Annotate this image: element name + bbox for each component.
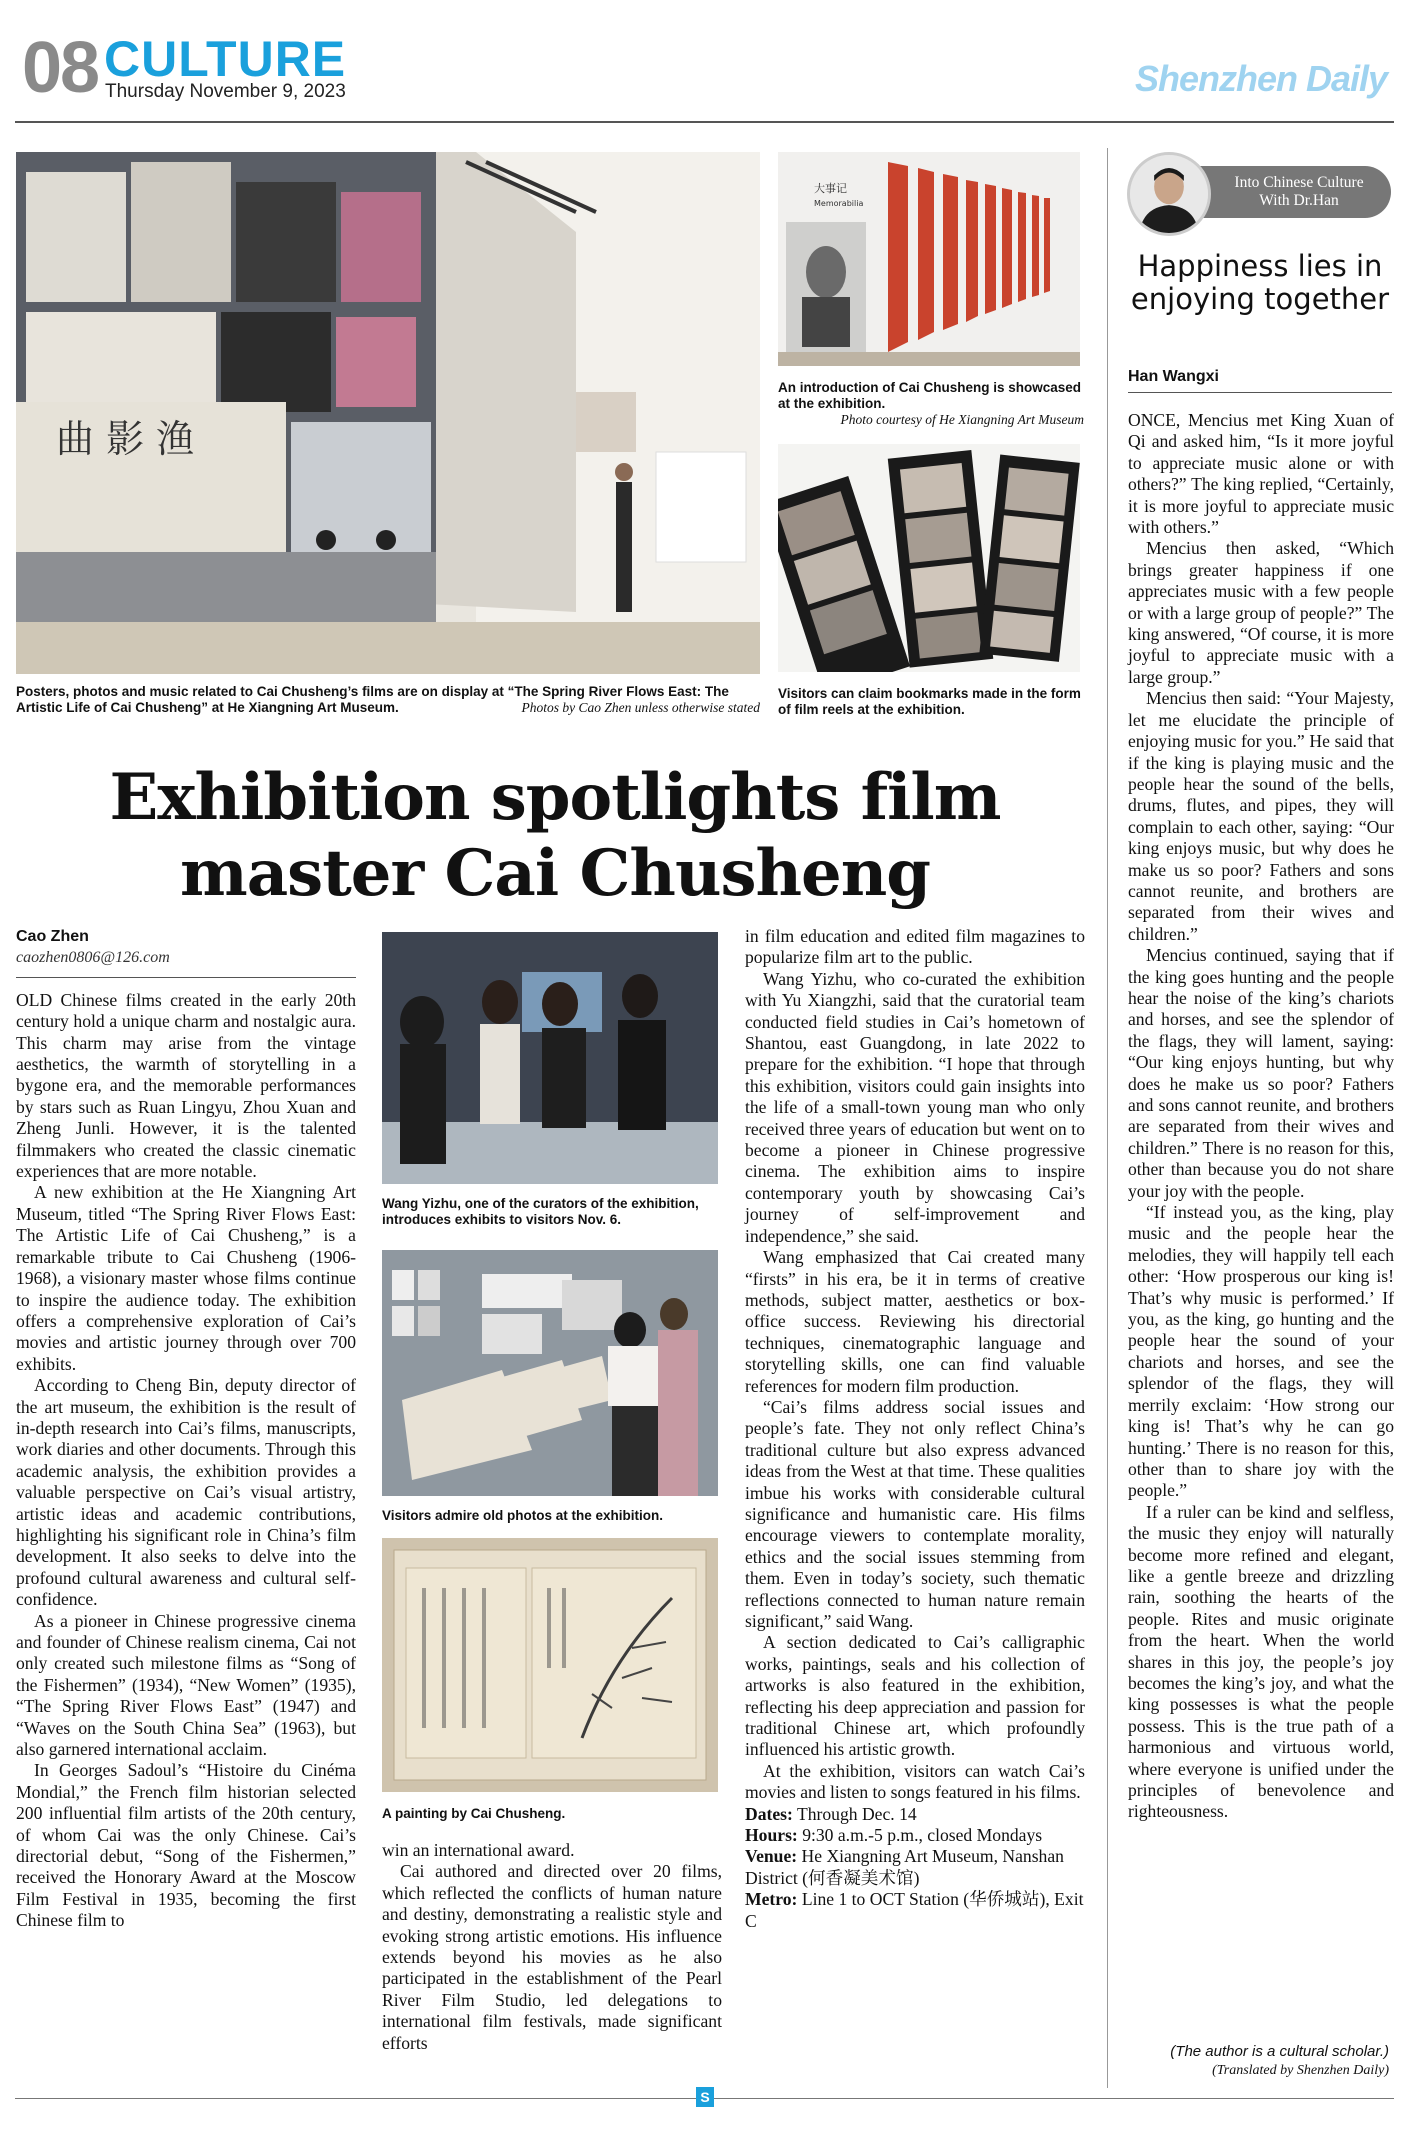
badge-line-1: Into Chinese Culture bbox=[1234, 174, 1364, 191]
info-dates: Through Dec. 14 bbox=[796, 1803, 917, 1824]
issue-date: Thursday November 9, 2023 bbox=[105, 81, 346, 102]
info-label: Venue: bbox=[745, 1846, 798, 1867]
author-note: (The author is a cultural scholar.) bbox=[1170, 2043, 1389, 2060]
author-email: caozhen0806@126.com bbox=[16, 949, 170, 967]
memorabilia-sign: 大事记 bbox=[814, 182, 847, 195]
info-label: Metro: bbox=[745, 1889, 798, 1910]
paragraph: ONCE, Mencius met King Xuan of Qi and asked him, “Is it more joyful to appreciate music alone or with others?” The king replied, “Certainly, it is more joyful to appreciate music with others.” bbox=[1128, 410, 1394, 538]
translation-note: (Translated by Shenzhen Daily) bbox=[1212, 2063, 1389, 2078]
sidebar-headline: Happiness lies in enjoying together bbox=[1130, 249, 1390, 316]
memorabilia-sign-en: Memorabilia bbox=[814, 199, 864, 208]
info-label: Dates: bbox=[745, 1803, 793, 1824]
info-metro: Line 1 to OCT Station (华侨城站), Exit C bbox=[745, 1889, 1084, 1931]
article-byline: Cao Zhen bbox=[16, 928, 89, 945]
photo-credit: Photos by Cao Zhen unless otherwise stated bbox=[521, 700, 760, 715]
intro-credit: Photo courtesy of He Xiangning Art Museum bbox=[840, 412, 1084, 427]
badge-line-2: With Dr.Han bbox=[1259, 192, 1339, 209]
author-avatar bbox=[1127, 152, 1211, 236]
paragraph: “Cai’s films address social issues and people’s fate. They not only reflect China’s traditional culture but also express advanced ideas from the West at that time. These qualities imbue his works with considerable cultural significance and humanistic care. His films encourage viewers to contemplate morality, ethics and the social issues stemming from them. Even in today’s society, such thematic reflections connected to human nature remain significant,” said Wang. bbox=[745, 1396, 1085, 1631]
info-hours: 9:30 a.m.-5 p.m., closed Mondays bbox=[802, 1825, 1043, 1846]
paragraph: Wang emphasized that Cai created many “firsts” in his era, be it in terms of creative methods, subject matter, aesthetics or box-office success. Reviewing his directorial techniques, cinematographic language and storytelling skills, one can find valuable references for modern film production. bbox=[745, 1247, 1085, 1396]
paragraph: If a ruler can be kind and selfless, the music they enjoy will naturally become more refined and elegant, like a gentle breeze and drizzling rain, soothing the hearts of the people. Rites and music originate from the heart. When the world shares in this joy, the people’s joy becomes the king’s joy, and what the king possesses is what the people possess. This is the true path of a harmonious and virtuous world, where everyone is unified under the principles of benevolence and righteousness. bbox=[1128, 1501, 1394, 1822]
exhibition-info bbox=[745, 1804, 1085, 1932]
paragraph: At the exhibition, visitors can watch Cai’s movies and listen to songs featured in his films. bbox=[745, 1760, 1085, 1803]
article-column-2 bbox=[382, 1840, 722, 2054]
paragraph: in film education and edited film magazines to popularize film art to the public. bbox=[745, 926, 1085, 968]
paragraph: “If instead you, as the king, play music and the people hear the melodies, they will happily tell each other: ‘How prosperous our king is! That’s why music is performed.’ If you, as the king, go hunting and the people hear the sound of your chariots and horses, and see the splendor of the flags, they will merrily exclaim: ‘How strong our king is! That’s why he can go hunting.’ There is no reason for this, other than to share joy with the people.” bbox=[1128, 1202, 1394, 1501]
section-title: CULTURE bbox=[104, 31, 347, 87]
paragraph: As a pioneer in Chinese progressive cinema and founder of Chinese realism cinema, Cai not only created such milestone films as “Song of the Fishermen” (1934), “New Women” (1935), “The Spring River Flows East” (1947) and “Waves on the South China Sea” (1963), but also garnered international acclaim. bbox=[16, 1610, 356, 1760]
svg-text:曲 影 渔: 曲 影 渔 bbox=[56, 417, 195, 461]
paragraph: Cai authored and directed over 20 films, which reflected the conflicts of human nature and destiny, demonstrating a realistic style and evoking strong artistic emotions. His influence extends beyond his movies as he also participated in the establishment of the Pearl River Film Studio, led delegations to international film festivals, made significant efforts bbox=[382, 1861, 722, 2053]
intro-caption-text: An introduction of Cai Chusheng is showcased at the exhibition. bbox=[778, 380, 1082, 411]
paragraph: Mencius then said: “Your Majesty, let me elucidate the principle of enjoying music for you.” He said that if the king is playing music and the people hear the sound of the bells, drums, flutes, and pipes, they will complain to each other, saying: “Our king enjoys music, but why does he make us so poor? Fathers and sons cannot reunite, and brothers are separated from their wives and children.” bbox=[1128, 688, 1394, 944]
headline-line-2: master Cai Chusheng bbox=[179, 836, 931, 911]
main-photo-caption bbox=[16, 684, 760, 716]
article-column-3 bbox=[745, 926, 1085, 1932]
curator-photo-caption: Wang Yizhu, one of the curators of the exhibition, introduces exhibits to visitors Nov. 6. bbox=[382, 1196, 699, 1227]
sidebar-column bbox=[1128, 410, 1394, 1823]
main-caption-text: Posters, photos and music related to Cai Chusheng’s films are on display at “The Spring River Flows East: The Artistic Life of Cai Chusheng” at He Xiangning Art Museum. bbox=[16, 684, 729, 715]
info-venue: He Xiangning Art Museum, Nanshan District (何香凝美术馆) bbox=[745, 1846, 1064, 1888]
paragraph: OLD Chinese films created in the early 20th century hold a unique charm and nostalgic aura. This charm may arise from the vintage aesthetics, the warmth of storytelling in a bygone era, and the memorable performances by stars such as Ruan Lingyu, Zhou Xuan and Zheng Junli. However, it is the talented filmmakers who created the classic cinematic experiences that are more notable. bbox=[16, 989, 356, 1182]
paragraph: Mencius continued, saying that if the king goes hunting and the people hear the noise of the king’s chariots and horses, and see the splendor of the flags, they will lament, saying: “Our king enjoys hunting, but why does he make us so poor? Fathers and sons cannot reunite, and brothers are separated from their wives and children.” There is no reason for this, other than because you do not share your joy with the people. bbox=[1128, 945, 1394, 1201]
paragraph: Wang Yizhu, who co-curated the exhibition with Yu Xiangzhi, said that the curatorial team conducted field studies in Cai’s hometown of Shantou, east Guangdong, in late 2022 to prepare for the exhibition. “I hope that through this exhibition, visitors could gain insights into the life of a small-town young man who only received three years of education but went on to become a pioneer in Chinese progressive cinema. The exhibition aims to inspire contemporary youth by showcasing Cai’s journey of self-improvement and independence,” she said. bbox=[745, 968, 1085, 1246]
exhibition-hall-photo bbox=[16, 152, 760, 674]
paragraph: A section dedicated to Cai’s calligraphic works, paintings, seals and his collection of artworks is also featured in the exhibition, reflecting his deep appreciation and passion for traditional Chinese art, which profoundly influenced his artistic growth. bbox=[745, 1632, 1085, 1760]
sidebar-rule bbox=[1128, 392, 1392, 393]
paragraph: A new exhibition at the He Xiangning Art Museum, titled “The Spring River Flows East: The Artistic Life of Cai Chusheng,” is a remarkable tribute to Cai Chusheng (1906-1968), a visionary master whose films continue to inspire the audience today. The exhibition offers a comprehensive exploration of Cai’s movies and artistic journey through over 700 exhibits. bbox=[16, 1182, 356, 1374]
badge-text bbox=[1215, 174, 1383, 210]
visitors-old-photos-photo bbox=[382, 1250, 718, 1496]
film-reel-bookmarks-photo bbox=[778, 444, 1080, 672]
column-divider bbox=[1107, 148, 1108, 2088]
page-number: 08 bbox=[22, 28, 99, 108]
reels-photo-caption: Visitors can claim bookmarks made in the form of film reels at the exhibition. bbox=[778, 686, 1081, 717]
sidebar-author: Han Wangxi bbox=[1128, 368, 1219, 385]
old-photos-caption: Visitors admire old photos at the exhibition. bbox=[382, 1508, 664, 1523]
footer-logo-icon: S bbox=[696, 2087, 714, 2107]
column-badge bbox=[1127, 152, 1393, 236]
paragraph: win an international award. bbox=[382, 1840, 575, 1860]
article-headline bbox=[40, 760, 1070, 912]
paragraph: According to Cheng Bin, deputy director of the art museum, the exhibition is the result of in-depth research into Cai’s films, manuscripts, work diaries and other documents. Through this academic analysis, the exhibition provides a valuable perspective on Cai’s visual artistry, artistic ideas and academic contributions, highlighting his significant role in China’s film development. It also seeks to delve into the profound cultural awareness and cultural self-confidence. bbox=[16, 1375, 356, 1610]
info-label: Hours: bbox=[745, 1825, 798, 1846]
paragraph: Mencius then asked, “Which brings greater happiness if one appreciates music with a few people or with a large group of people?” The king answered, “Of course, it is more joyful to appreciate music with a large group.” bbox=[1128, 538, 1394, 687]
byline-rule bbox=[16, 977, 356, 978]
painting-caption: A painting by Cai Chusheng. bbox=[382, 1806, 566, 1821]
cai-painting-photo bbox=[382, 1538, 718, 1792]
intro-photo-caption bbox=[778, 380, 1084, 428]
paragraph: In Georges Sadoul’s “Histoire du Cinéma Mondial,” the French film historian selected 200 influential film artists of the 20th century, of whom Cai was the only Chinese. Cai’s directorial debut, “Song of the Fishermen,” received the Honorary Award at the Moscow Film Festival in 1935, becoming the first Chinese film to bbox=[16, 1760, 356, 1931]
article-column-1 bbox=[16, 926, 356, 1932]
curator-introducing-photo bbox=[382, 932, 718, 1184]
header-rule bbox=[15, 121, 1394, 123]
headline-line-1: Exhibition spotlights film bbox=[109, 760, 1001, 835]
masthead-logo: Shenzhen Daily bbox=[1134, 58, 1387, 99]
cai-introduction-photo bbox=[778, 152, 1080, 366]
